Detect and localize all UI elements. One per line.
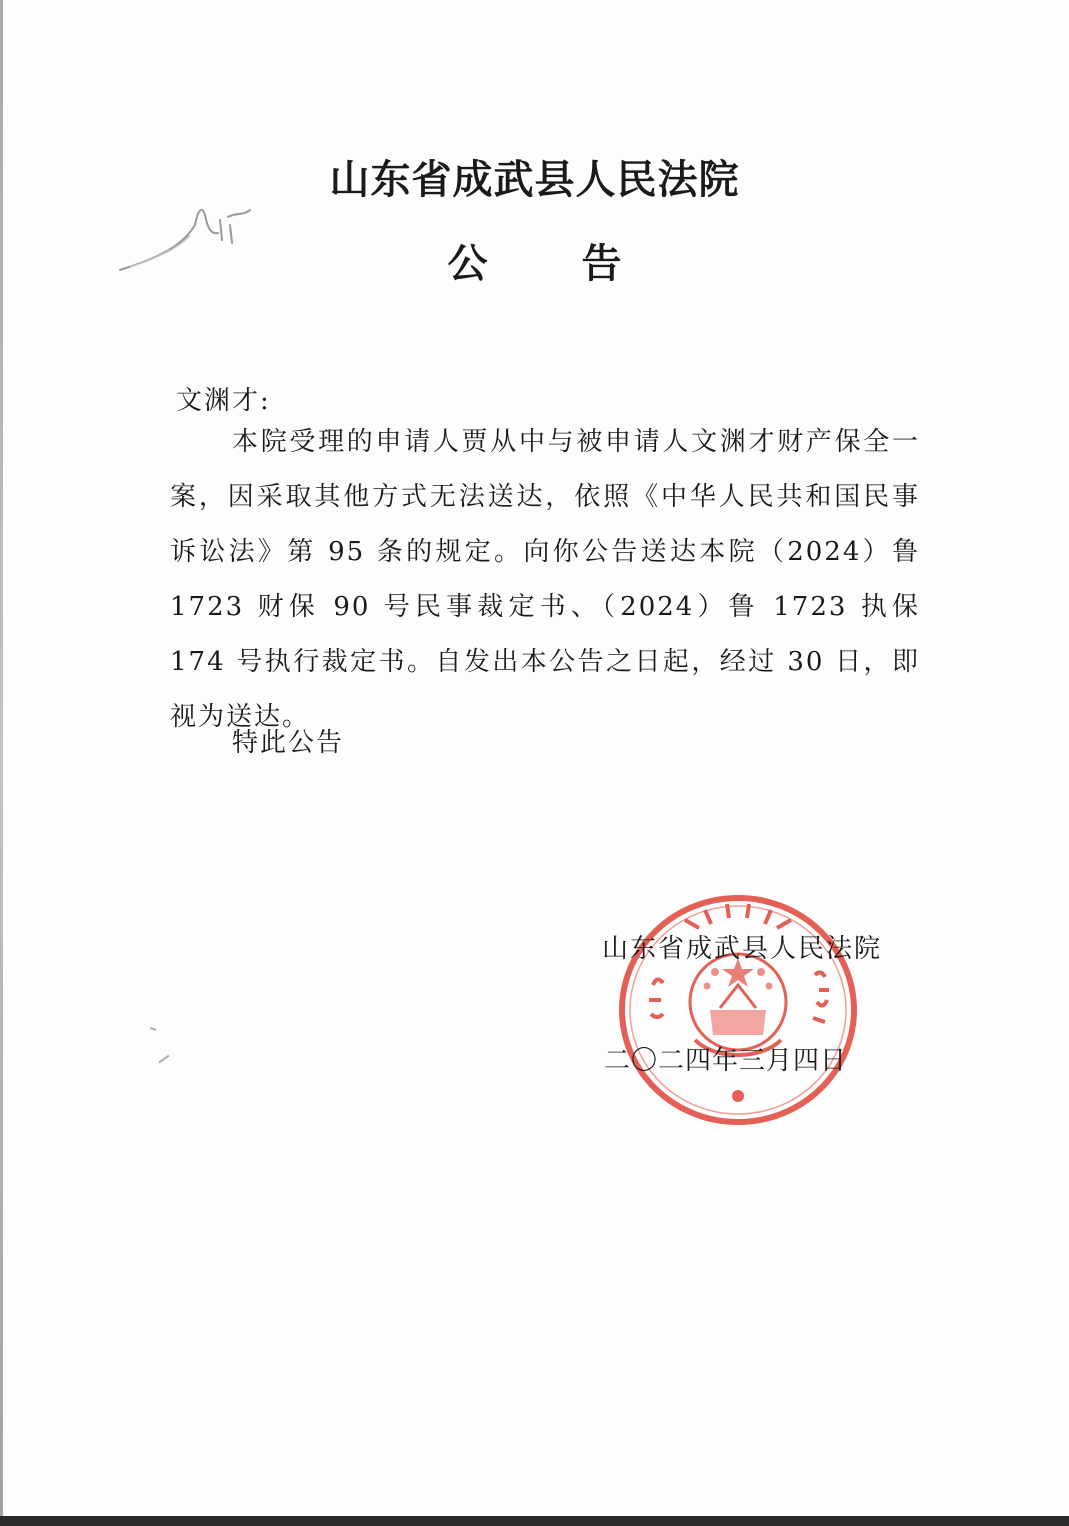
scan-edge-left <box>0 0 3 1526</box>
scan-speck <box>159 1055 170 1064</box>
scan-speck <box>150 1027 156 1031</box>
scan-edge-bottom <box>0 1516 1069 1526</box>
addressee: 文渊才: <box>176 386 271 416</box>
notice-body: 本院受理的申请人贾从中与被申请人文渊才财产保全一案，因采取其他方式无法送达，依照《中华人民共和国民事诉讼法》第 95 条的规定。向你公告送达本院（2024）鲁 1723 财保 90 号民事裁定书、（2024）鲁 1723 执保 174 号执行裁定书。自发出本公告之日起，经过 30 日，即视为送达。 <box>170 427 920 732</box>
notice-title: 公 告 <box>447 240 662 287</box>
closing-line: 特此公告 <box>232 728 345 758</box>
court-seal-stamp <box>615 890 861 1130</box>
signature-court-name: 山东省成武县人民法院 <box>602 934 883 964</box>
court-name-heading: 山东省成武县人民法院 <box>329 156 740 203</box>
signature-date: 二〇二四年三月四日 <box>604 1046 848 1076</box>
